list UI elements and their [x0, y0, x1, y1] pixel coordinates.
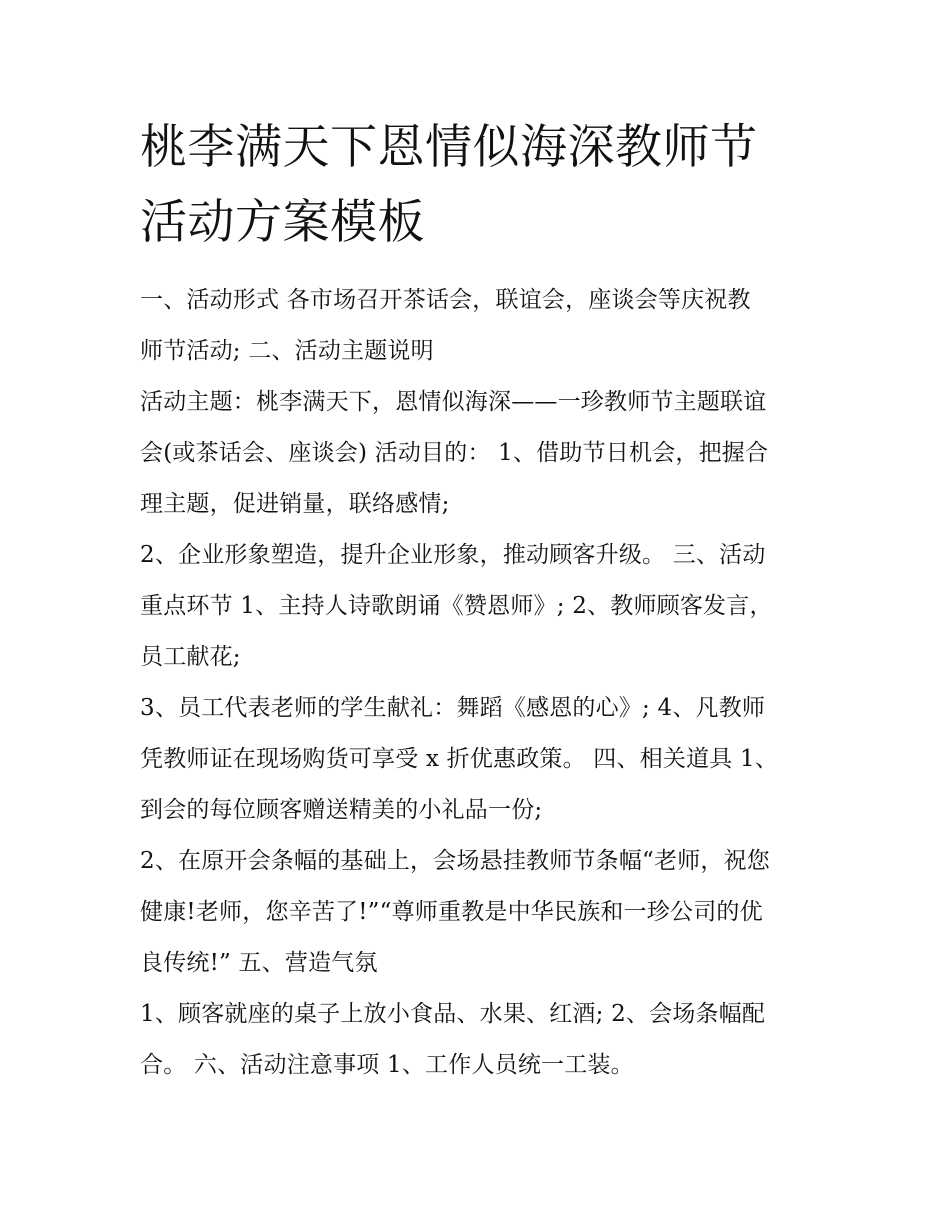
- document-body: [140, 275, 830, 1091]
- body-line: 2、在原开会条幅的基础上，会场悬挂教师节条幅“老师，祝您: [140, 848, 770, 874]
- body-line: 健康!老师，您辛苦了!”“尊师重教是中华民族和一珍公司的优: [140, 899, 763, 925]
- title-line: 活动方案模板: [140, 195, 425, 250]
- body-line: 1、顾客就座的桌子上放小食品、水果、红酒; 2、会场条幅配: [140, 1001, 766, 1027]
- body-line: 合。 六、活动注意事项 1、工作人员统一工装。: [140, 1052, 634, 1078]
- body-line: 凭教师证在现场购货可享受 x 折优惠政策。 四、相关道具 1、: [140, 746, 779, 772]
- title-line: 桃李满天下恩情似海深教师节: [140, 120, 758, 175]
- body-line: 到会的每位顾客赠送精美的小礼品一份;: [140, 797, 543, 823]
- body-line: 良传统!” 五、营造气氛: [140, 950, 378, 976]
- document-title: [140, 110, 830, 260]
- body-line: 3、员工代表老师的学生献礼：舞蹈《感恩的心》; 4、凡教师: [140, 695, 766, 721]
- body-line: 2、企业形象塑造，提升企业形象，推动顾客升级。 三、活动: [140, 542, 766, 568]
- body-line: 师节活动; 二、活动主题说明: [140, 338, 434, 364]
- body-line: 一、活动形式 各市场召开茶话会，联谊会，座谈会等庆祝教: [140, 287, 751, 313]
- body-line: 重点环节 1、主持人诗歌朗诵《赞恩师》; 2、教师顾客发言，: [140, 593, 773, 619]
- body-line: 理主题，促进销量，联络感情;: [140, 491, 450, 517]
- body-line: 会(或茶话会、座谈会) 活动目的： 1、借助节日机会，把握合: [140, 440, 769, 466]
- body-line: 员工献花;: [140, 644, 241, 670]
- body-line: 活动主题：桃李满天下，恩情似海深——一珍教师节主题联谊: [140, 389, 767, 415]
